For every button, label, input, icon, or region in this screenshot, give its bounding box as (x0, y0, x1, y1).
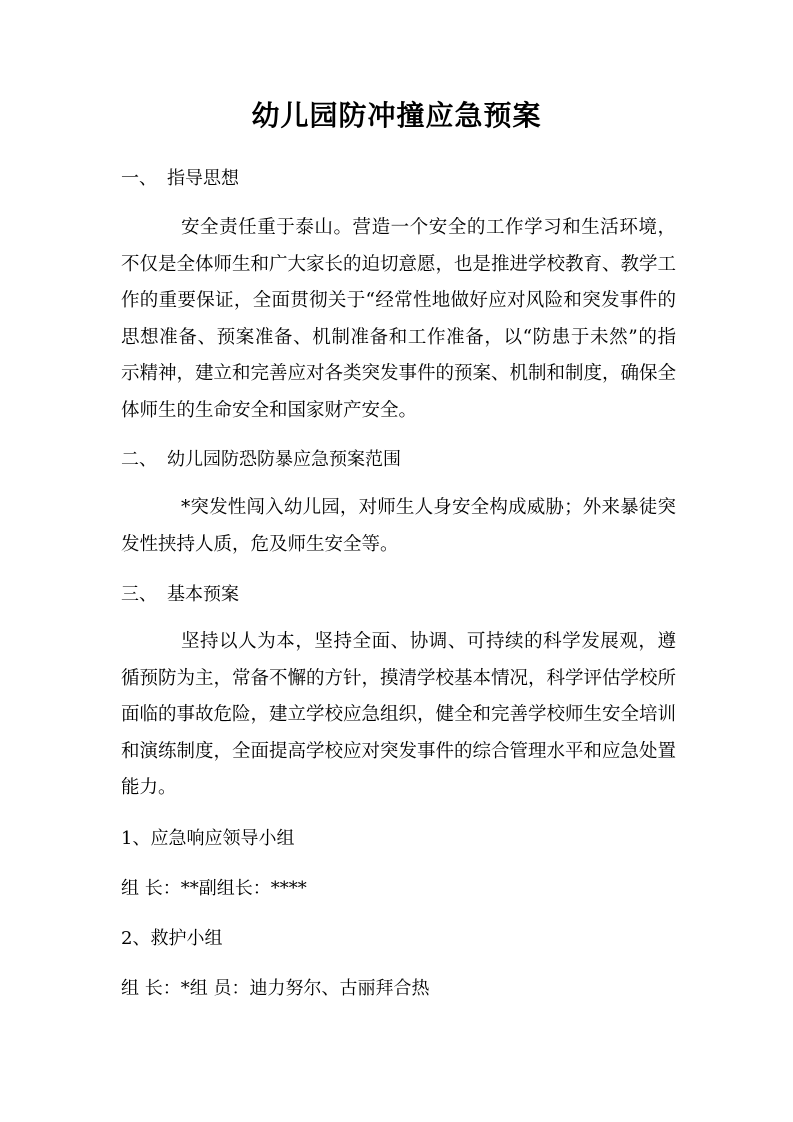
list-item: 组 长：*组 员：迪力努尔、古丽拜合热 (121, 978, 430, 999)
section-heading-1 (121, 166, 239, 192)
section-number: 一、 (121, 168, 157, 189)
list-item: 2、救护小组 (121, 928, 223, 949)
section-heading-3 (121, 582, 239, 608)
section-title: 基本预案 (167, 584, 239, 605)
section-title: 幼儿园防恐防暴应急预案范围 (167, 449, 401, 470)
section-paragraph-1: 安全责任重于泰山。营造一个安全的工作学习和生活环境，不仅是全体师生和广大家长的迫切意愿，也是推进学校教育、教学工作的重要保证，全面贯彻关于“经常性地做好应对风险和突发事件的思想准备、预案准备、机制准备和工作准备，以“防患于未然”的指示精神，建立和完善应对各类突发事件的预案、机制和制度，确保全体师生的生命安全和国家财产安全。 (121, 217, 677, 421)
section-heading-2 (121, 447, 401, 473)
section-number: 二、 (121, 449, 157, 470)
list-item: 1、应急响应领导小组 (121, 828, 295, 849)
document-title: 幼儿园防冲撞应急预案 (251, 99, 542, 132)
section-number: 三、 (121, 584, 157, 605)
section-paragraph-2: *突发性闯入幼儿园，对师生人身安全构成威胁；外来暴徒突发性挟持人质，危及师生安全等。 (121, 497, 676, 555)
section-paragraph-3: 坚持以人为本，坚持全面、协调、可持续的科学发展观，遵循预防为主，常备不懈的方针，摸清学校基本情况，科学评估学校所面临的事故危险，建立学校应急组织，健全和完善学校师生安全培训和演练制度，全面提高学校应对突发事件的综合管理水平和应急处置能力。 (121, 631, 677, 798)
section-title: 指导思想 (167, 168, 239, 189)
list-item: 组 长：**副组长：**** (121, 878, 307, 899)
